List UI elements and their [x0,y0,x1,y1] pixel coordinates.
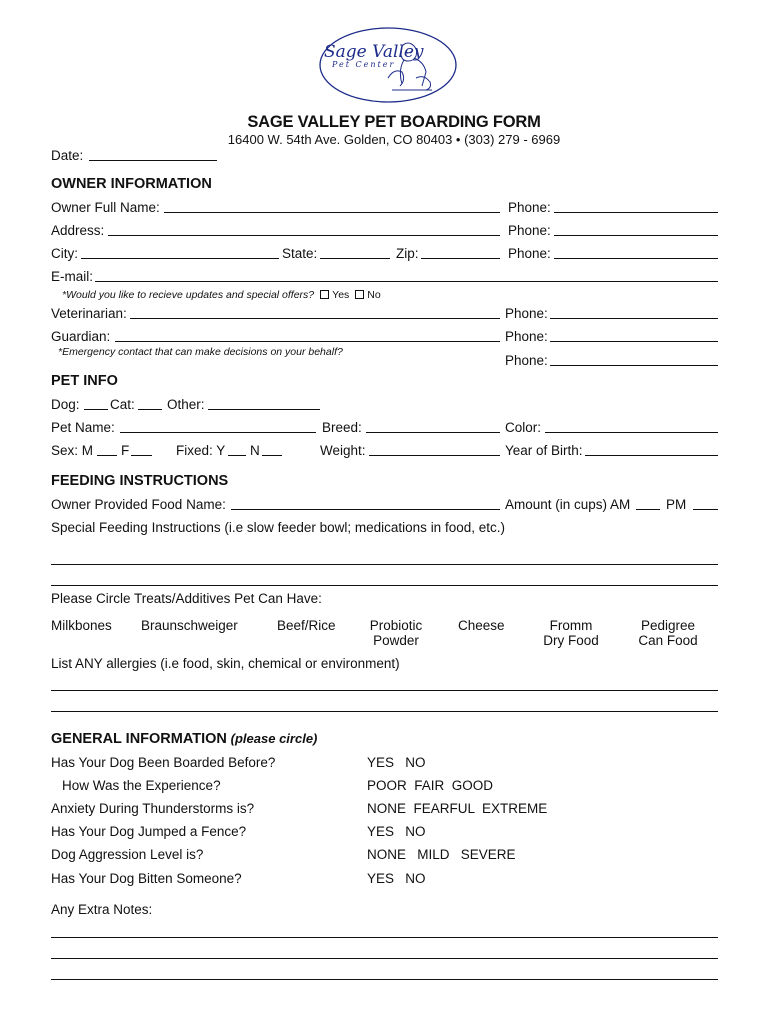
cat-field[interactable] [138,409,162,410]
color-field[interactable] [545,432,718,433]
phone-field-guardian-2[interactable] [550,365,718,366]
updates-question: *Would you like to recieve updates and special offers? [62,289,315,301]
question-boarded: Has Your Dog Been Boarded Before? [51,755,276,770]
phone-field-2[interactable] [554,235,718,236]
treat-probiotic-powder[interactable] [360,618,432,648]
date-field[interactable] [89,160,217,161]
fixed-n-label: N [250,443,260,458]
food-name-field[interactable] [231,509,500,510]
special-feeding-line-1[interactable] [51,564,718,565]
no-label: No [367,289,381,301]
phone-label-3: Phone: [508,246,551,261]
sex-m-field[interactable] [97,455,117,456]
sex-f-label: F [121,443,130,458]
no-checkbox[interactable] [355,290,364,299]
treat-beef-rice[interactable]: Beef/Rice [277,618,336,633]
answer-aggression[interactable]: NONE MILD SEVERE [367,847,516,862]
question-experience: How Was the Experience? [62,778,221,793]
city-label: City: [51,246,78,261]
fixed-y-label: Fixed: Y [176,443,226,458]
special-feeding-label: Special Feeding Instructions (i.e slow feeder bowl; medications in food, etc.) [51,520,505,535]
pet-heading: PET INFO [51,373,118,389]
question-aggression: Dog Aggression Level is? [51,847,204,862]
amount-am-label: Amount (in cups) AM [505,497,631,512]
extra-notes-line-3[interactable] [51,979,718,980]
extra-notes-label: Any Extra Notes: [51,902,153,917]
treat-pedigree-can-food[interactable] [630,618,706,648]
answer-experience[interactable]: POOR FAIR GOOD [367,778,494,793]
pet-name-label: Pet Name: [51,420,115,435]
year-of-birth-field[interactable] [585,455,718,456]
city-field[interactable] [81,258,279,259]
other-label: Other: [167,397,205,412]
answer-bitten[interactable]: YES NO [367,871,426,886]
treat-fromm-line2: Dry Food [543,633,599,648]
sex-f-field[interactable] [131,455,152,456]
amount-am-field[interactable] [636,509,660,510]
phone-label-vet: Phone: [505,306,548,321]
phone-field-3[interactable] [554,258,718,259]
food-name-label: Owner Provided Food Name: [51,497,226,512]
cat-label: Cat: [110,397,135,412]
pet-name-field[interactable] [120,432,316,433]
address-field[interactable] [108,235,500,236]
state-label: State: [282,246,318,261]
treat-fromm-line1: Fromm [549,618,593,633]
treats-label: Please Circle Treats/Additives Pet Can Have: [51,591,322,606]
allergies-label: List ANY allergies (i.e food, skin, chemical or environment) [51,656,400,671]
extra-notes-line-1[interactable] [51,937,718,938]
special-feeding-line-2[interactable] [51,585,718,586]
zip-label: Zip: [396,246,419,261]
logo-sub: Pet Center [332,60,396,69]
veterinarian-field[interactable] [130,318,500,319]
general-heading-wrap [51,731,317,747]
treat-braunschweiger[interactable]: Braunschweiger [141,618,238,633]
question-thunderstorms: Anxiety During Thunderstorms is? [51,801,255,816]
dog-field[interactable] [84,409,108,410]
updates-note [62,289,381,301]
sex-m-label: Sex: M [51,443,94,458]
phone-label-1: Phone: [508,200,551,215]
date-label: Date: [51,148,84,163]
treat-pedigree-line2: Can Food [638,633,698,648]
general-heading-note: (please circle) [230,731,318,746]
feeding-heading: FEEDING INSTRUCTIONS [51,473,229,489]
logo [318,26,458,104]
treat-milkbones[interactable]: Milkbones [51,618,112,633]
weight-label: Weight: [320,443,366,458]
answer-fence[interactable]: YES NO [367,824,426,839]
phone-field-vet[interactable] [550,318,718,319]
veterinarian-label: Veterinarian: [51,306,127,321]
amount-pm-label: PM [666,497,687,512]
treat-probiotic-line1: Probiotic [369,618,423,633]
question-fence: Has Your Dog Jumped a Fence? [51,824,247,839]
answer-boarded[interactable]: YES NO [367,755,426,770]
allergies-line-1[interactable] [51,690,718,691]
owner-name-label: Owner Full Name: [51,200,160,215]
treat-fromm-dry-food[interactable] [535,618,607,648]
yes-label: Yes [332,289,350,301]
amount-pm-field[interactable] [693,509,718,510]
guardian-label: Guardian: [51,329,111,344]
phone-field-guardian[interactable] [550,341,718,342]
state-field[interactable] [320,258,390,259]
email-field[interactable] [95,281,718,282]
breed-label: Breed: [322,420,362,435]
general-heading: GENERAL INFORMATION [51,731,227,747]
fixed-y-field[interactable] [228,455,246,456]
dog-label: Dog: [51,397,80,412]
phone-label-guardian-2: Phone: [505,353,548,368]
form-address: 16400 W. 54th Ave. Golden, CO 80403 • (303) 279 - 6969 [227,132,561,147]
weight-field[interactable] [369,455,500,456]
owner-heading: OWNER INFORMATION [51,176,212,192]
year-of-birth-label: Year of Birth: [505,443,583,458]
phone-field-1[interactable] [554,212,718,213]
guardian-note: *Emergency contact that can make decisions on your behalf? [58,346,343,358]
breed-field[interactable] [366,432,500,433]
other-field[interactable] [208,409,320,410]
treat-cheese[interactable]: Cheese [458,618,505,633]
extra-notes-line-2[interactable] [51,958,718,959]
logo-name: Sage Valley [324,42,424,62]
fixed-n-field[interactable] [262,455,282,456]
treat-probiotic-line2: Powder [373,633,419,648]
allergies-line-2[interactable] [51,711,718,712]
phone-label-guardian: Phone: [505,329,548,344]
question-bitten: Has Your Dog Bitten Someone? [51,871,242,886]
treat-pedigree-line1: Pedigree [640,618,696,633]
answer-thunderstorms[interactable]: NONE FEARFUL EXTREME [367,801,548,816]
owner-name-field[interactable] [164,212,500,213]
phone-label-2: Phone: [508,223,551,238]
form-title: SAGE VALLEY PET BOARDING FORM [247,113,541,131]
yes-checkbox[interactable] [320,290,329,299]
color-label: Color: [505,420,542,435]
zip-field[interactable] [421,258,500,259]
guardian-field[interactable] [115,341,500,342]
address-label: Address: [51,223,105,238]
email-label: E-mail: [51,269,94,284]
